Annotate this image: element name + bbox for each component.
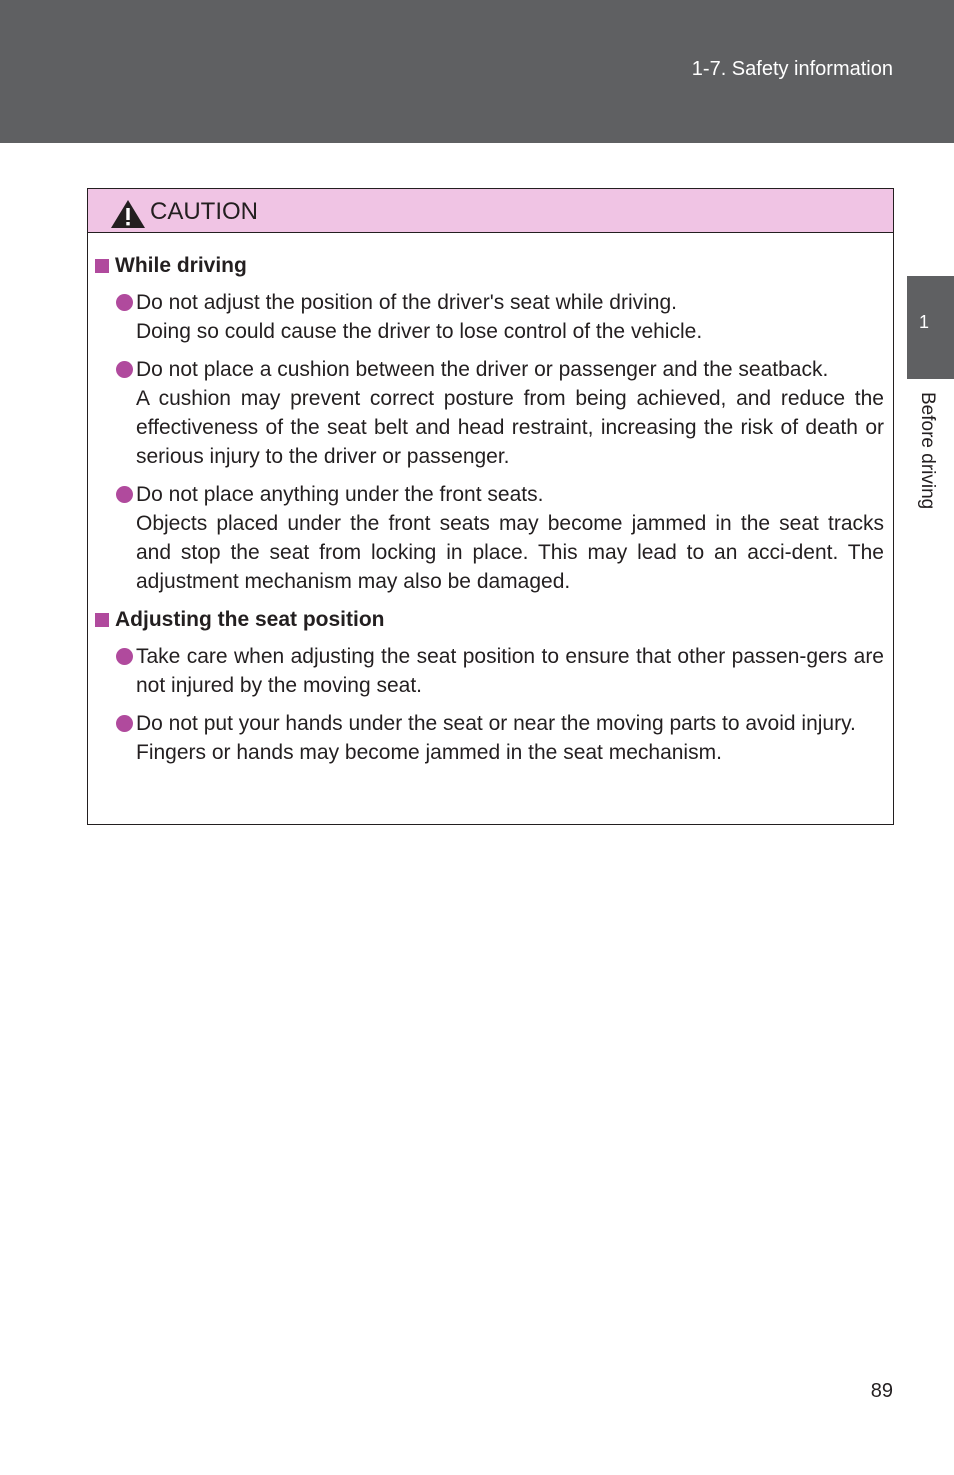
circle-bullet-icon bbox=[116, 294, 133, 311]
chapter-label: Before driving bbox=[917, 392, 938, 510]
heading-text: While driving bbox=[115, 254, 247, 277]
section-heading bbox=[95, 605, 884, 634]
bullet-detail: Doing so could cause the driver to lose control of the vehicle. bbox=[136, 320, 703, 343]
bullet-main: Take care when adjusting the seat position to ensure that other passen-gers are not injured by the moving seat. bbox=[136, 645, 884, 697]
bullet-main: Do not adjust the position of the driver's seat while driving. bbox=[136, 291, 677, 314]
heading-text: Adjusting the seat position bbox=[115, 608, 385, 631]
bullet-main: Do not place anything under the front seats. bbox=[136, 483, 544, 506]
bullet-main: Do not place a cushion between the driver or passenger and the seatback. bbox=[136, 358, 829, 381]
square-bullet-icon bbox=[95, 613, 109, 627]
bullet-detail: Objects placed under the front seats may become jammed in the seat tracks and stop the seat from locking in place. This may lead to an acci-dent. The adjustment mechanism may also be damaged. bbox=[136, 512, 884, 593]
page-number: 89 bbox=[870, 1380, 893, 1402]
circle-bullet-icon bbox=[116, 648, 133, 665]
caution-box bbox=[87, 188, 894, 825]
warning-triangle-icon bbox=[110, 199, 146, 229]
bullet-detail: Fingers or hands may become jammed in the seat mechanism. bbox=[136, 741, 722, 764]
bullet-item bbox=[95, 709, 884, 767]
caution-body bbox=[88, 233, 893, 767]
bullet-item bbox=[95, 480, 884, 596]
square-bullet-icon bbox=[95, 259, 109, 273]
circle-bullet-icon bbox=[116, 361, 133, 378]
circle-bullet-icon bbox=[116, 486, 133, 503]
circle-bullet-icon bbox=[116, 715, 133, 732]
chapter-number: 1 bbox=[919, 312, 930, 332]
bullet-item bbox=[95, 642, 884, 700]
bullet-item bbox=[95, 288, 884, 346]
bullet-main: Do not put your hands under the seat or near the moving parts to avoid injury. bbox=[136, 712, 856, 735]
bullet-item bbox=[95, 355, 884, 471]
section-heading bbox=[95, 251, 884, 280]
section-title: 1-7. Safety information bbox=[691, 58, 893, 80]
chapter-tab bbox=[907, 276, 954, 379]
caution-header bbox=[88, 189, 893, 233]
bullet-detail: A cushion may prevent correct posture from being achieved, and reduce the effectiveness of the seat belt and head restraint, increasing the risk of death or serious injury to the driver or passenger. bbox=[136, 387, 884, 468]
caution-title: CAUTION bbox=[150, 198, 258, 225]
page-header bbox=[0, 0, 954, 143]
